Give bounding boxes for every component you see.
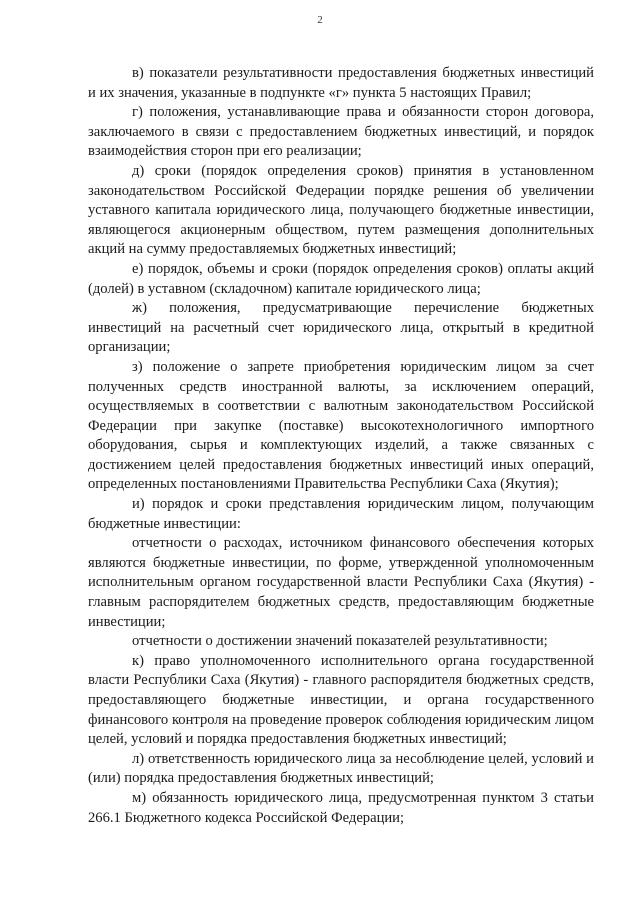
paragraph-e: е) порядок, объемы и сроки (порядок определения сроков) оплаты акций (долей) в уставном (складочном) капитале юридического лица;	[88, 260, 594, 297]
paragraph-z: з) положение о запрете приобретения юридическим лицом за счет полученных средств иностранной валюты, за исключением операций, осуществляемых в соответствии с валютным законодательством Российской Федерации при закупке (поставке) высокотехнологичного импортного оборудования, сырья и комплектующих изделий, а также связанных с достижением целей предоставления бюджетных инвестиций иных операций, определенных постановлениями Правительства Республики Саха (Якутия);	[88, 358, 594, 493]
paragraph-i-expenses-report: отчетности о расходах, источником финансового обеспечения которых являются бюджетные инвестиции, по форме, утвержденной уполномоченным исполнительным органом государственной власти Республики Саха (Якутия) - главным распорядителем бюджетных средств, предоставляющим бюджетные инвестиции;	[88, 535, 594, 630]
document-body	[88, 64, 594, 828]
paragraph-l: л) ответственность юридического лица за несоблюдение целей, условий и (или) порядка предоставления бюджетных инвестиций;	[88, 750, 594, 787]
paragraph-v: в) показатели результативности предоставления бюджетных инвестиций и их значения, указанные в подпункте «г» пункта 5 настоящих Правил;	[88, 65, 594, 101]
paragraph-zh: ж) положения, предусматривающие перечисление бюджетных инвестиций на расчетный счет юридического лица, открытый в кредитной организации;	[88, 300, 594, 356]
paragraph-g: г) положения, устанавливающие права и обязанности сторон договора, заключаемого в связи с предоставлением бюджетных инвестиций, и порядок взаимодействия сторон при его реализации;	[88, 104, 594, 160]
paragraph-m: м) обязанность юридического лица, предусмотренная пунктом 3 статьи 266.1 Бюджетного кодекса Российской Федерации;	[88, 789, 594, 826]
paragraph-k: к) право уполномоченного исполнительного органа государственной власти Республики Саха (Якутия) - главного распорядителя бюджетных средств, предоставляющего бюджетные инвестиции, и органа государственного финансового контроля на проведение проверок соблюдения юридическим лицом целей, условий и порядка предоставления бюджетных инвестиций;	[88, 652, 594, 748]
paragraph-i: и) порядок и сроки представления юридическим лицом, получающим бюджетные инвестиции:	[88, 496, 594, 532]
page-number: 2	[317, 14, 323, 26]
paragraph-d: д) сроки (порядок определения сроков) принятия в установленном законодательством Российской Федерации порядке решения об увеличении уставного капитала юридического лица, получающего бюджетные инвестиции, являющегося акционерным обществом, путем размещения дополнительных акций на сумму предоставляемых бюджетных инвестиций;	[88, 162, 594, 258]
paragraph-i-results-report: отчетности о достижении значений показателей результативности;	[132, 633, 548, 650]
